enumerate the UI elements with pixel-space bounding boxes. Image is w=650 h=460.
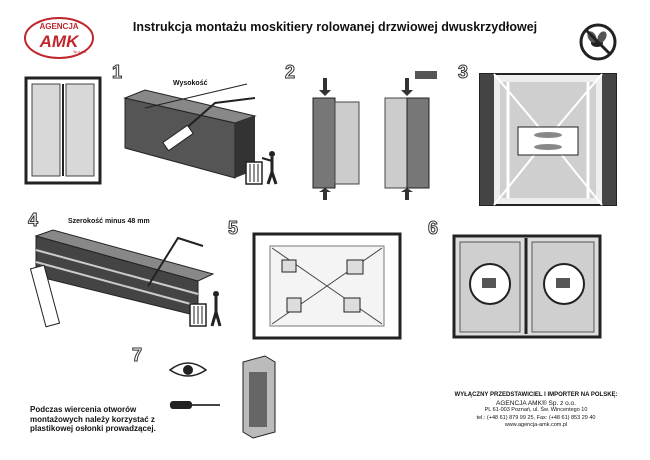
step-6-frame <box>452 234 602 344</box>
trash-bin-icon <box>238 148 283 193</box>
step-number-3: 3 <box>458 62 469 82</box>
step-1-door <box>20 70 110 190</box>
importer-heading: WYŁĄCZNY PRZEDSTAWICIEL I IMPORTER NA POLSKĘ: <box>454 392 618 398</box>
step-5-frame <box>252 232 402 345</box>
importer-company: AGENCJA AMK® Sp. z o.o. <box>496 399 576 407</box>
trash-bin-icon <box>182 288 227 335</box>
eye-icon <box>168 358 208 387</box>
step-number-2: 2 <box>285 62 296 82</box>
step-7-frame-detail <box>235 352 285 447</box>
importer-phone: tel.: (+48 61) 879 99 25, Fax: (+48 61) 853 29 40 <box>476 414 596 421</box>
importer-info <box>440 392 632 430</box>
step-2-assembly <box>305 68 445 213</box>
svg-text:AMK: AMK <box>39 32 79 51</box>
step-number-7: 7 <box>132 345 143 365</box>
company-logo <box>22 15 96 61</box>
page-title: Instrukcja montażu moskitiery rolowanej drzwiowej dwuskrzydłowej <box>132 20 538 34</box>
step-number-1: 1 <box>112 62 123 82</box>
importer-address: PL 61-003 Poznań, ul. Św. Wincentego 10 <box>484 407 588 413</box>
drill-note: Podczas wiercenia otworów montażowych należy korzystać z plastikowej osłonki prowadzącej. <box>30 405 156 433</box>
width-label: Szerokość minus 48 mm <box>68 218 150 225</box>
height-label: Wysokość <box>173 80 208 87</box>
step-number-6: 6 <box>428 218 439 238</box>
step-number-4: 4 <box>28 210 39 230</box>
no-insects-icon <box>578 22 618 62</box>
svg-text:AGENCJA: AGENCJA <box>39 22 79 31</box>
svg-text:Sp.z o.o.: Sp.z o.o. <box>73 50 87 54</box>
importer-web[interactable]: www.agencja-amk.com.pl <box>504 422 568 428</box>
step-3-frame <box>478 72 618 212</box>
step-number-5: 5 <box>228 218 239 238</box>
